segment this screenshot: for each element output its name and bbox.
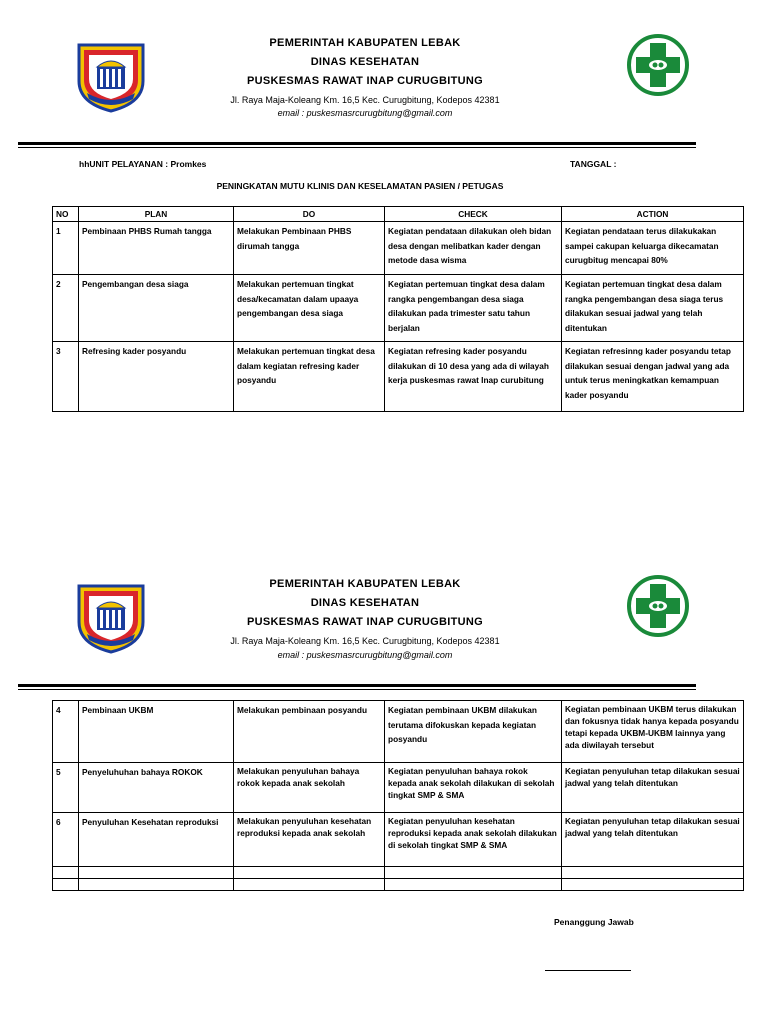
- cell-action: Kegiatan refresinng kader posyandu tetap dilakukan sesuai dengan jadwal yang ada untuk terus meningkatkan kemampuan kader posyandu: [562, 342, 744, 412]
- puskesmas-green-cross-icon: [626, 574, 690, 638]
- letterhead-line-3: PUSKESMAS RAWAT INAP CURUGBITUNG: [247, 75, 483, 87]
- cell-plan: Penyeluhuhan bahaya ROKOK: [79, 763, 234, 813]
- cell-do: [234, 867, 385, 879]
- header-rule: [18, 684, 696, 687]
- cell-no: [53, 879, 79, 891]
- letterhead-line-1: PEMERINTAH KABUPATEN LEBAK: [269, 578, 461, 590]
- header-check: CHECK: [385, 207, 562, 222]
- header-rule-thin: [18, 147, 696, 148]
- table-row-empty: [53, 879, 744, 891]
- table-row: [53, 701, 744, 763]
- letterhead-line-2: DINAS KESEHATAN: [310, 56, 420, 68]
- cell-do: Melakukan penyuluhan kesehatan reproduksi kepada anak sekolah: [234, 813, 385, 867]
- table-row: [53, 275, 744, 342]
- table-row: [53, 222, 744, 275]
- cell-no: 2: [53, 275, 79, 342]
- cell-no: [53, 867, 79, 879]
- cell-action: [562, 879, 744, 891]
- cell-check: Kegiatan pendataan dilakukan oleh bidan desa dengan melibatkan kader dengan metode dasa wisma: [385, 222, 562, 275]
- cell-plan: Penyuluhan Kesehatan reproduksi: [79, 813, 234, 867]
- letterhead-email: email : puskesmasrcurugbitung@gmail.com: [277, 650, 453, 660]
- cell-do: Melakukan penyuluhan bahaya rokok kepada anak sekolah: [234, 763, 385, 813]
- cell-check: Kegiatan pembinaan UKBM dilakukan terutama difokuskan kepada kegiatan posyandu: [385, 701, 562, 763]
- date-label: TANGGAL :: [570, 159, 617, 169]
- cell-do: [234, 879, 385, 891]
- cell-check: Kegiatan penyuluhan bahaya rokok kepada anak sekolah dilakukan di sekolah tingkat SMP & SMA: [385, 763, 562, 813]
- cell-plan: [79, 879, 234, 891]
- header-do: DO: [234, 207, 385, 222]
- letterhead-line-3: PUSKESMAS RAWAT INAP CURUGBITUNG: [247, 616, 483, 628]
- header-plan: PLAN: [79, 207, 234, 222]
- table-row: [53, 342, 744, 412]
- cell-plan: Pengembangan desa siaga: [79, 275, 234, 342]
- lebak-regency-crest-icon: [75, 37, 147, 113]
- form-title: PENINGKATAN MUTU KLINIS DAN KESELAMATAN PASIEN / PETUGAS: [216, 181, 504, 191]
- cell-no: 3: [53, 342, 79, 412]
- lebak-regency-crest-icon: [75, 578, 147, 654]
- header-rule-thin: [18, 689, 696, 690]
- letterhead-line-2: DINAS KESEHATAN: [310, 597, 420, 609]
- cell-do: Melakukan pembinaan posyandu: [234, 701, 385, 763]
- cell-check: [385, 879, 562, 891]
- signature-line: [545, 970, 631, 971]
- cell-do: Melakukan Pembinaan PHBS dirumah tangga: [234, 222, 385, 275]
- cell-action: Kegiatan penyuluhan tetap dilakukan sesuai jadwal yang telah ditentukan: [562, 813, 744, 867]
- letterhead-1: [0, 25, 768, 155]
- letterhead-line-1: PEMERINTAH KABUPATEN LEBAK: [269, 37, 461, 49]
- cell-action: Kegiatan penyuluhan tetap dilakukan sesuai jadwal yang telah ditentukan: [562, 763, 744, 813]
- table-row-empty: [53, 867, 744, 879]
- letterhead-2: [0, 566, 768, 696]
- cell-check: [385, 867, 562, 879]
- pdca-table-1: [52, 206, 744, 412]
- cell-plan: [79, 867, 234, 879]
- letterhead-address: Jl. Raya Maja-Koleang Km. 16,5 Kec. Curugbitung, Kodepos 42381: [230, 95, 500, 105]
- cell-plan: Pembinaan PHBS Rumah tangga: [79, 222, 234, 275]
- cell-action: Kegiatan pembinaan UKBM terus dilakukan dan fokusnya tidak hanya kepada posyandu tetapi kepada UKBM-UKBM lainnya yang ada diwilayah tersebut: [562, 701, 744, 763]
- header-no: NO: [53, 207, 79, 222]
- unit-label: hhUNIT PELAYANAN : Promkes: [79, 159, 207, 169]
- cell-no: 5: [53, 763, 79, 813]
- cell-plan: Pembinaan UKBM: [79, 701, 234, 763]
- table-header-row: [53, 207, 744, 222]
- cell-action: Kegiatan pertemuan tingkat desa dalam rangka pengembangan desa siaga terus dilakukan sesuai jadwal yang telah ditentukan: [562, 275, 744, 342]
- cell-action: [562, 867, 744, 879]
- cell-no: 6: [53, 813, 79, 867]
- cell-no: 4: [53, 701, 79, 763]
- cell-check: Kegiatan pertemuan tingkat desa dalam rangka pengembangan desa siaga dilakukan pada trimester satu tahun berjalan: [385, 275, 562, 342]
- puskesmas-green-cross-icon: [626, 33, 690, 97]
- cell-check: Kegiatan penyuluhan kesehatan reproduksi kepada anak sekolah dilakukan di sekolah tingkat SMP & SMA: [385, 813, 562, 867]
- cell-plan: Refresing kader posyandu: [79, 342, 234, 412]
- letterhead-address: Jl. Raya Maja-Koleang Km. 16,5 Kec. Curugbitung, Kodepos 42381: [230, 636, 500, 646]
- table-row: [53, 763, 744, 813]
- cell-do: Melakukan pertemuan tingkat desa dalam kegiatan refresing kader posyandu: [234, 342, 385, 412]
- cell-action: Kegiatan pendataan terus dilakukakan sampei cakupan keluarga dikecamatan curugbitug mencapai 80%: [562, 222, 744, 275]
- cell-no: 1: [53, 222, 79, 275]
- cell-do: Melakukan pertemuan tingkat desa/kecamatan dalam upaaya pengembangan desa siaga: [234, 275, 385, 342]
- table-row: [53, 813, 744, 867]
- pdca-table-2: [52, 700, 744, 891]
- cell-check: Kegiatan refresing kader posyandu dilakukan di 10 desa yang ada di wilayah kerja puskesmas rawat Inap curubitung: [385, 342, 562, 412]
- signature-label: Penanggung Jawab: [554, 917, 634, 927]
- letterhead-email: email : puskesmasrcurugbitung@gmail.com: [277, 108, 453, 118]
- header-rule: [18, 142, 696, 145]
- header-action: ACTION: [562, 207, 744, 222]
